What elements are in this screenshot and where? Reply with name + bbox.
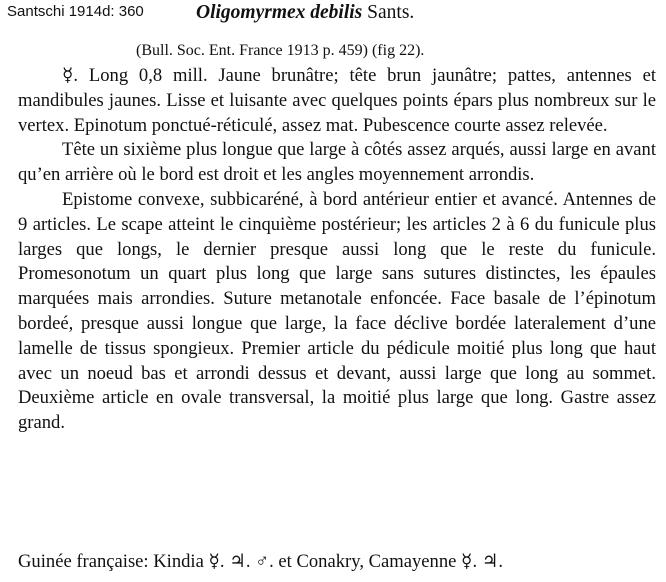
- species-name: Oligomyrmex debilis: [196, 2, 363, 23]
- paragraph-worker: ☿. Long 0,8 mill. Jaune brunâtre; tête brun jaunâtre; pattes, antennes et mandibules jaunes. Lisse et luisante avec quelques points épars plus nombreux sur le vertex. Epinotum ponctué-réticulé, assez mat. Pubescence courte assez relevée.: [18, 65, 656, 136]
- paragraph-head: Tête un sixième plus longue que large à côtés assez arqués, aussi large en avant qu’en arrière où le bord est droit et les angles moyennement arrondis.: [18, 139, 656, 186]
- paragraph-details: Epistome convexe, subbicaréné, à bord antérieur entier et avancé. Antennes de 9 articles. Le scape atteint le cinquième postérieur; les articles 2 à 6 du funicule plus larges que longs, le dernier presque aussi long que le reste du funicule. Promesonotum un quart plus long que large sans sutures distinctes, les épaules marquées mais arrondies. Suture metanotale enfoncée. Face basale de l’épinotum bordeé, presque aussi longue que large, la face déclive bordée lateralement d’une lamelle de tissus spongieux. Premier article du pédicule moitié plus long que haut avec un noeud bas et arrondi dessus et devant, aussi large que long au sommet. Deuxième article en ovale transversal, la moitié plus large que long. Gastre assez grand.: [18, 188, 656, 434]
- reference-label: Santschi 1914d: 360: [7, 3, 144, 20]
- description-body: [18, 64, 656, 436]
- citation: (Bull. Soc. Ent. France 1913 p. 459) (fig 22).: [136, 42, 425, 59]
- species-author: Sants.: [367, 2, 415, 23]
- species-title: [196, 2, 414, 24]
- locality-line: Guinée française: Kindia ☿. ♃. ♂. et Conakry, Camayenne ☿. ♃.: [18, 551, 504, 572]
